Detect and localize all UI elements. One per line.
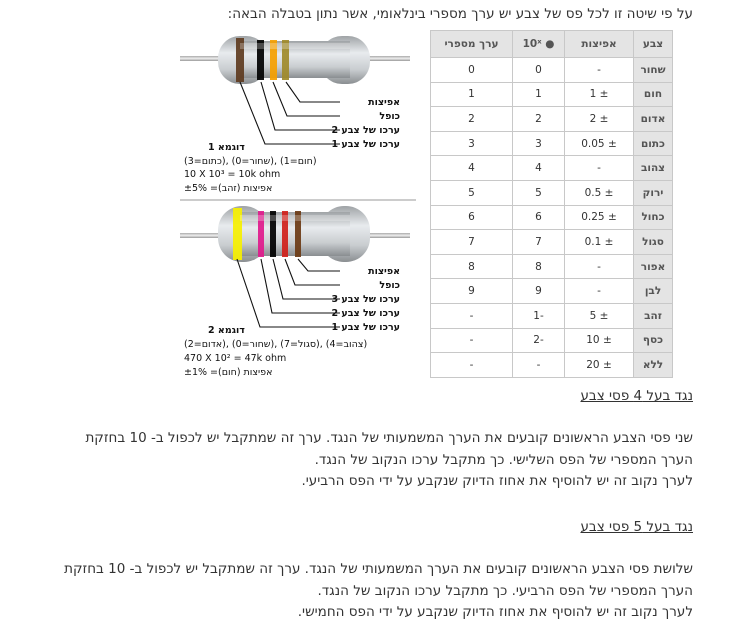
section4-line: הערך המספרי של הפס השלישי. כך מתקבל ערכו הנקוב של הנגד. (314, 451, 693, 468)
cell-multiplier: 3 (513, 131, 565, 156)
table-row (431, 180, 673, 205)
cell-multiplier: 6 (513, 205, 565, 230)
table-row (431, 107, 673, 132)
cell-value: - (431, 353, 513, 378)
cell-color: כתום (634, 131, 673, 156)
cell-value: - (431, 303, 513, 328)
header-multiplier: ● 10ˣ (513, 31, 565, 58)
resistor-1 (180, 36, 410, 84)
ex1-label-color1: ערכו של צבע 1 (331, 139, 400, 150)
table-row (431, 205, 673, 230)
table-row (431, 303, 673, 328)
ex2-title: דוגמא 2 (208, 325, 245, 336)
cell-value: 8 (431, 254, 513, 279)
cell-value: 0 (431, 58, 513, 83)
cell-color: כחול (634, 205, 673, 230)
cell-value: 6 (431, 205, 513, 230)
section4-heading: נגד בעל 4 פסי צבע (580, 388, 693, 404)
cell-tolerance: ± 10 (565, 328, 634, 353)
cell-tolerance: - (565, 58, 634, 83)
cell-value: 9 (431, 279, 513, 304)
table-row (431, 279, 673, 304)
ex2-line3: אפיצות (חום)= ±1% (184, 367, 273, 378)
cell-tolerance: ± 0.25 (565, 205, 634, 230)
cell-color: צהוב (634, 156, 673, 181)
cell-multiplier: 8 (513, 254, 565, 279)
ex1-title: דוגמא 1 (208, 142, 245, 153)
cell-color: חום (634, 82, 673, 107)
section5-line: שלושת פסי הצבע הראשונים קובעים את הערך המשמעותי של הנגד. ערך זה שמתקבל יש לכפול ב- 10 בחזקת (64, 561, 693, 577)
cell-value: - (431, 328, 513, 353)
table-row (431, 82, 673, 107)
cell-color: לבן (634, 279, 673, 304)
cell-multiplier: 0 (513, 58, 565, 83)
ex2-line1: (אדום=2), (שחור=0), (סגול=7), (צהוב=4) (184, 339, 368, 350)
table-row (431, 254, 673, 279)
ex1-line3: אפיצות (זהב)= ±5% (184, 183, 273, 194)
header-tolerance: אפיצות (565, 31, 634, 58)
cell-tolerance: ± 1 (565, 82, 634, 107)
multiplier-dot-icon: ● (545, 38, 555, 50)
ex2-label-color2: ערכו של צבע 2 (331, 308, 400, 319)
cell-multiplier: -1 (513, 303, 565, 328)
cell-color: סגול (634, 230, 673, 255)
cell-multiplier: 2 (513, 107, 565, 132)
ex2-line2: 470 X 10² = 47k ohm (184, 353, 287, 364)
ex1-label-color2: ערכו של צבע 2 (331, 125, 400, 136)
cell-tolerance: ± 0.5 (565, 180, 634, 205)
cell-tolerance: - (565, 156, 634, 181)
cell-value: 3 (431, 131, 513, 156)
cell-value: 1 (431, 82, 513, 107)
ex1-label-multiplier: כופל (379, 111, 400, 122)
cell-multiplier: 9 (513, 279, 565, 304)
cell-multiplier: 1 (513, 82, 565, 107)
cell-tolerance: ± 0.1 (565, 230, 634, 255)
section4-line: שני פסי הצבע הראשונים קובעים את הערך המשמעותי של הנגד. ערך זה שמתקבל יש לכפול ב- 10 בחזקת (85, 430, 693, 446)
cell-tolerance: ± 20 (565, 353, 634, 378)
cell-multiplier: -2 (513, 328, 565, 353)
cell-value: 5 (431, 180, 513, 205)
section5-paragraph (3, 559, 693, 624)
cell-color: אפור (634, 254, 673, 279)
ex1-line1: (כתום=3), (שחור=0), (חום=1) (184, 156, 317, 167)
table-row (431, 328, 673, 353)
table-row (431, 230, 673, 255)
table-row (431, 353, 673, 378)
cell-color: כסף (634, 328, 673, 353)
color-code-table (430, 30, 673, 378)
ex2-label-multiplier: כופל (379, 280, 400, 291)
section5-line: לערך נקוב זה יש להוסיף את אחוז הדיוק שנקבע על ידי הפס החמישי. (297, 604, 693, 620)
cell-color: ירוק (634, 180, 673, 205)
table-row (431, 156, 673, 181)
table-row (431, 131, 673, 156)
header-color: צבע (634, 31, 673, 58)
resistor-2 (180, 206, 410, 262)
cell-multiplier: - (513, 353, 565, 378)
table-row (431, 58, 673, 83)
cell-multiplier: 5 (513, 180, 565, 205)
section4-line: לערך נקוב זה יש להוסיף את אחוז הדיוק שנקבע על ידי הפס הרביעי. (301, 473, 693, 489)
cell-value: 7 (431, 230, 513, 255)
ex2-label-tolerance: אפיצות (368, 266, 400, 277)
cell-multiplier: 7 (513, 230, 565, 255)
cell-multiplier: 4 (513, 156, 565, 181)
cell-color: ללא (634, 353, 673, 378)
cell-tolerance: - (565, 279, 634, 304)
ex1-label-tolerance: אפיצות (368, 97, 400, 108)
intro-text: על פי שיטה זו לכל פס של צבע יש ערך מספרי בינלאומי, אשר נתון בטבלה הבאה: (227, 6, 693, 22)
cell-value: 2 (431, 107, 513, 132)
cell-tolerance: ± 0.05 (565, 131, 634, 156)
header-value: ערך מספרי (431, 31, 513, 58)
cell-color: שחור (634, 58, 673, 83)
section4-paragraph (3, 428, 693, 493)
table-body (431, 58, 673, 378)
ex2-label-color1: ערכו של צבע 1 (331, 322, 400, 333)
cell-value: 4 (431, 156, 513, 181)
cell-color: אדום (634, 107, 673, 132)
resistor-figure (180, 26, 418, 386)
section5-heading: נגד בעל 5 פסי צבע (580, 519, 693, 535)
cell-color: זהב (634, 303, 673, 328)
cell-tolerance: - (565, 254, 634, 279)
ex2-label-color3: ערכו של צבע 3 (331, 294, 400, 305)
table-header-row (431, 31, 673, 58)
ex1-line2: 10 X 10³ = 10k ohm (184, 169, 281, 180)
cell-tolerance: ± 2 (565, 107, 634, 132)
cell-tolerance: ± 5 (565, 303, 634, 328)
section5-line: הערך המספרי של הפס הרביעי. כך מתקבל ערכו הנקוב של הנגד. (317, 582, 693, 599)
